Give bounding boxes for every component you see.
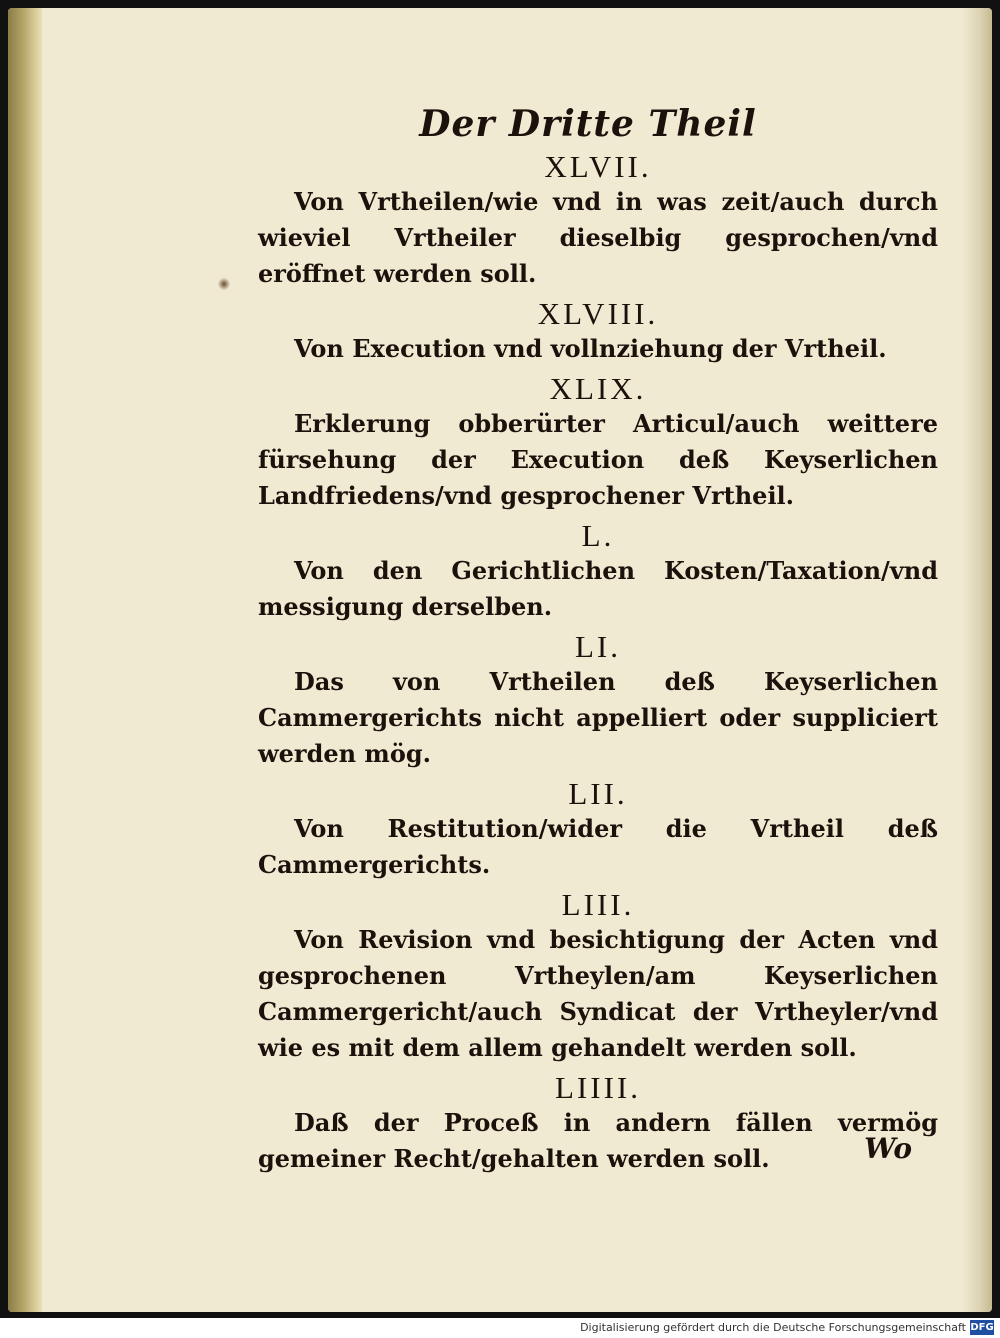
entry-text: Von den Gerichtlichen Kosten/Taxation/vnd messigung derselben. <box>258 556 938 621</box>
dfg-logo-icon: DFG <box>970 1322 994 1333</box>
entry-text: Von Revision vnd besichtigung der Acten vnd gesprochenen Vrtheylen/am Keyserlichen Cammergericht/auch Syndicat der Vrtheyler/vnd wie es mit dem allem gehandelt werden soll. <box>258 925 938 1062</box>
entry-numeral: LIIII. <box>555 1070 641 1105</box>
footer-bar <box>0 1318 1000 1338</box>
entry-numeral: XLVIII. <box>537 296 659 331</box>
entry-numeral: LI. <box>574 629 621 664</box>
funding-credit: Digitalisierung gefördert durch die Deutsche Forschungsgemeinschaft <box>580 1321 966 1334</box>
entry-numeral: XLIX. <box>549 371 647 406</box>
entry-numeral: LIII. <box>561 887 635 922</box>
running-head: Der Dritte Theil <box>419 103 757 145</box>
entry-text: Daß der Proceß in andern fällen vermög gemeiner Recht/gehalten werden soll. <box>258 1108 938 1173</box>
entry-text: Erklerung obberürter Articul/auch weittere fürsehung der Execution deß Keyserlichen Landfriedens/vnd gesprochener Vrtheil. <box>258 409 938 510</box>
entry-numeral: XLVII. <box>544 149 652 184</box>
ink-stain <box>218 278 230 290</box>
entry-text: Von Execution vnd vollnziehung der Vrtheil. <box>294 334 887 363</box>
entry-text: Von Vrtheilen/wie vnd in was zeit/auch durch wieviel Vrtheiler dieselbig gesprochen/vnd eröffnet werden soll. <box>258 187 938 288</box>
page-gutter <box>962 8 992 1312</box>
catchword: Wo <box>864 1132 912 1165</box>
scanned-page <box>8 8 992 1312</box>
page-edge <box>8 8 42 1312</box>
page-content <box>258 93 938 1181</box>
entry-text: Von Restitution/wider die Vrtheil deß Cammergerichts. <box>258 814 938 879</box>
entry-numeral: LII. <box>568 776 628 811</box>
entry-numeral: L. <box>581 518 615 553</box>
entry-text: Das von Vrtheilen deß Keyserlichen Cammergerichts nicht appelliert oder suppliciert werden mög. <box>258 667 938 768</box>
